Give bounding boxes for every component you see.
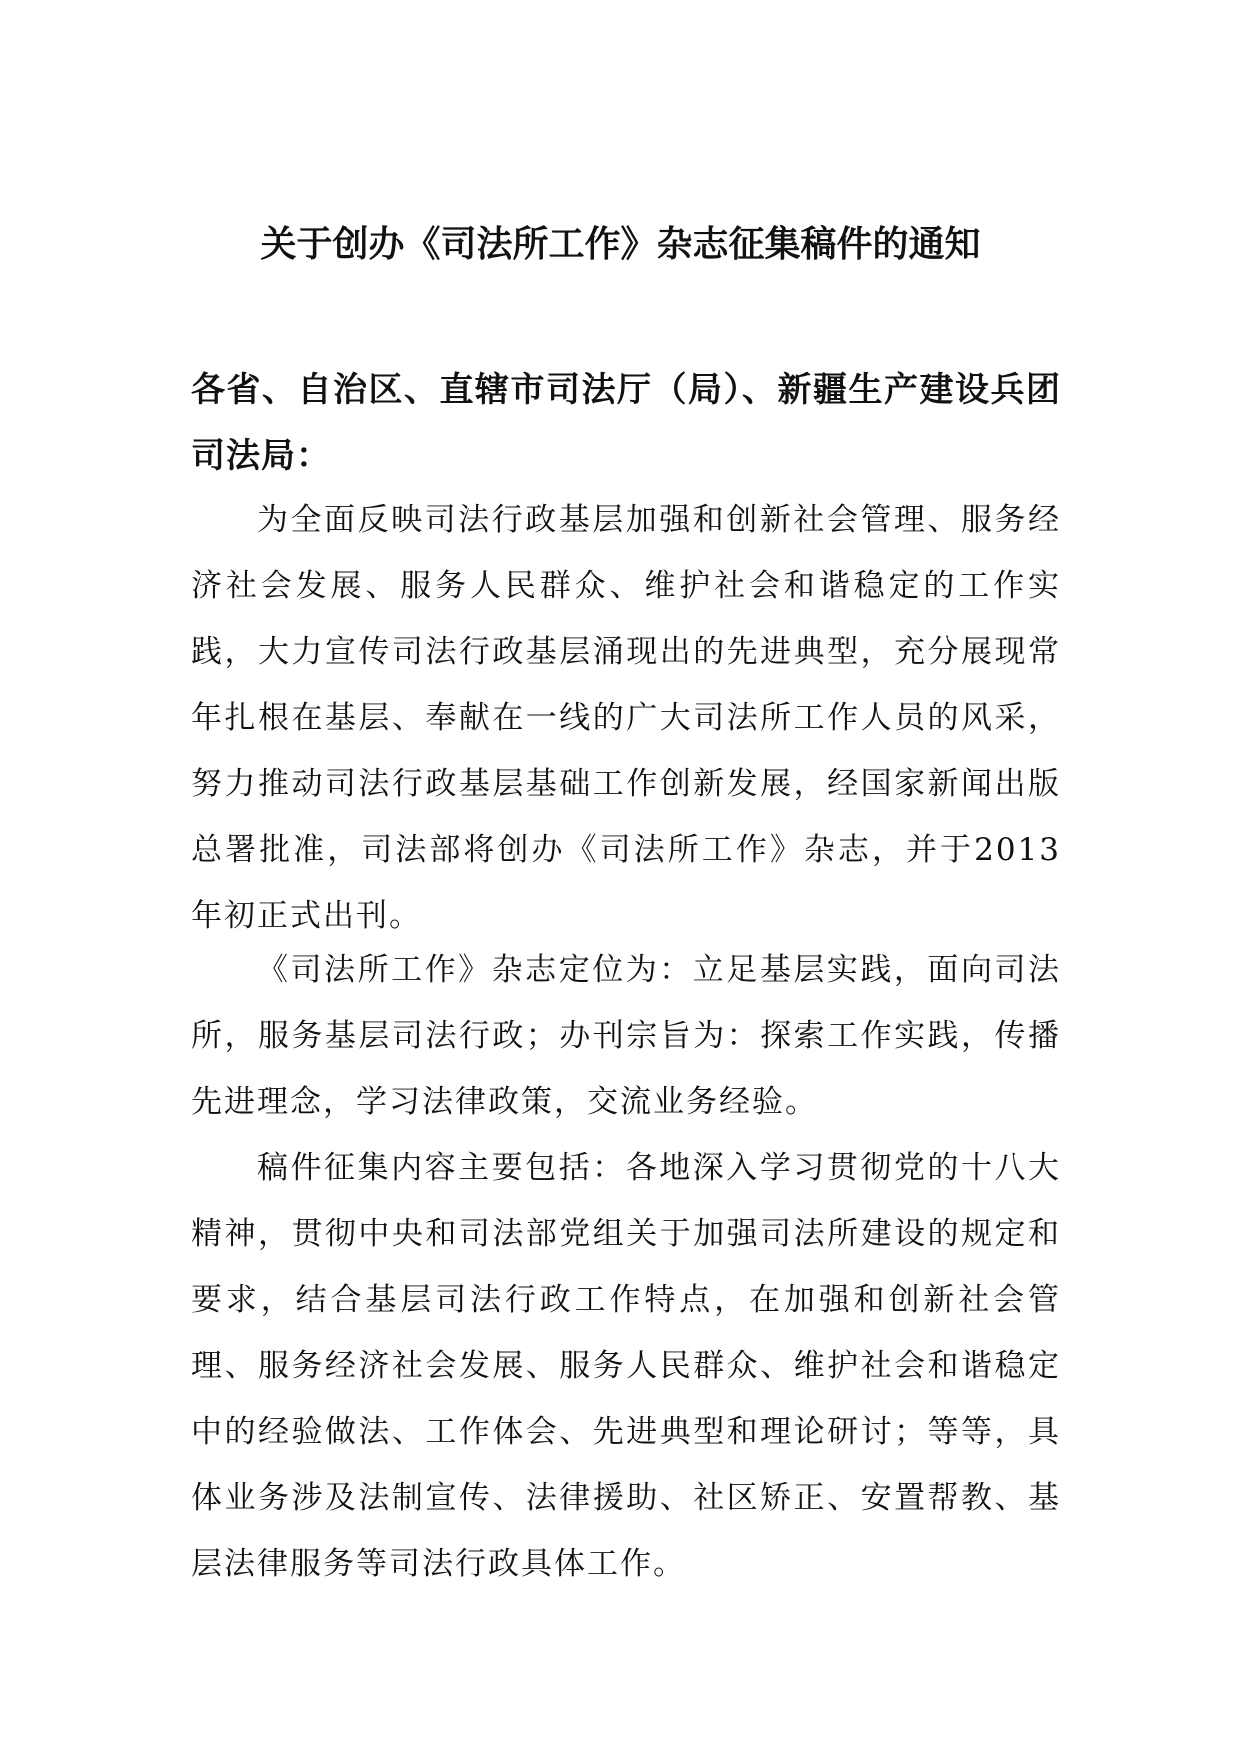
body-paragraph-1: 为全面反映司法行政基层加强和创新社会管理、服务经济社会发展、服务人民群众、维护社会和谐稳定的工作实践，大力宣传司法行政基层涌现出的先进典型，充分展现常年扎根在基层、奉献在一线的广大司法所工作人员的风采，努力推动司法行政基层基础工作创新发展，经国家新闻出版总署批准，司法部将创办《司法所工作》杂志，并于2013年初正式出刊。 [191, 502, 1061, 934]
body-paragraph-3: 稿件征集内容主要包括：各地深入学习贯彻党的十八大精神，贯彻中央和司法部党组关于加强司法所建设的规定和要求，结合基层司法行政工作特点，在加强和创新社会管理、服务经济社会发展、服务人民群众、维护社会和谐稳定中的经验做法、工作体会、先进典型和理论研讨；等等，具体业务涉及法制宣传、法律援助、社区矫正、安置帮教、基层法律服务等司法行政具体工作。 [191, 1150, 1061, 1582]
addressee: 各省、自治区、直辖市司法厅（局）、新疆生产建设兵团司法局： [191, 370, 1061, 476]
body-paragraph-2: 《司法所工作》杂志定位为：立足基层实践，面向司法所，服务基层司法行政；办刊宗旨为：探索工作实践，传播先进理念，学习法律政策，交流业务经验。 [191, 952, 1061, 1120]
document-title: 关于创办《司法所工作》杂志征集稿件的通知 [260, 224, 981, 265]
